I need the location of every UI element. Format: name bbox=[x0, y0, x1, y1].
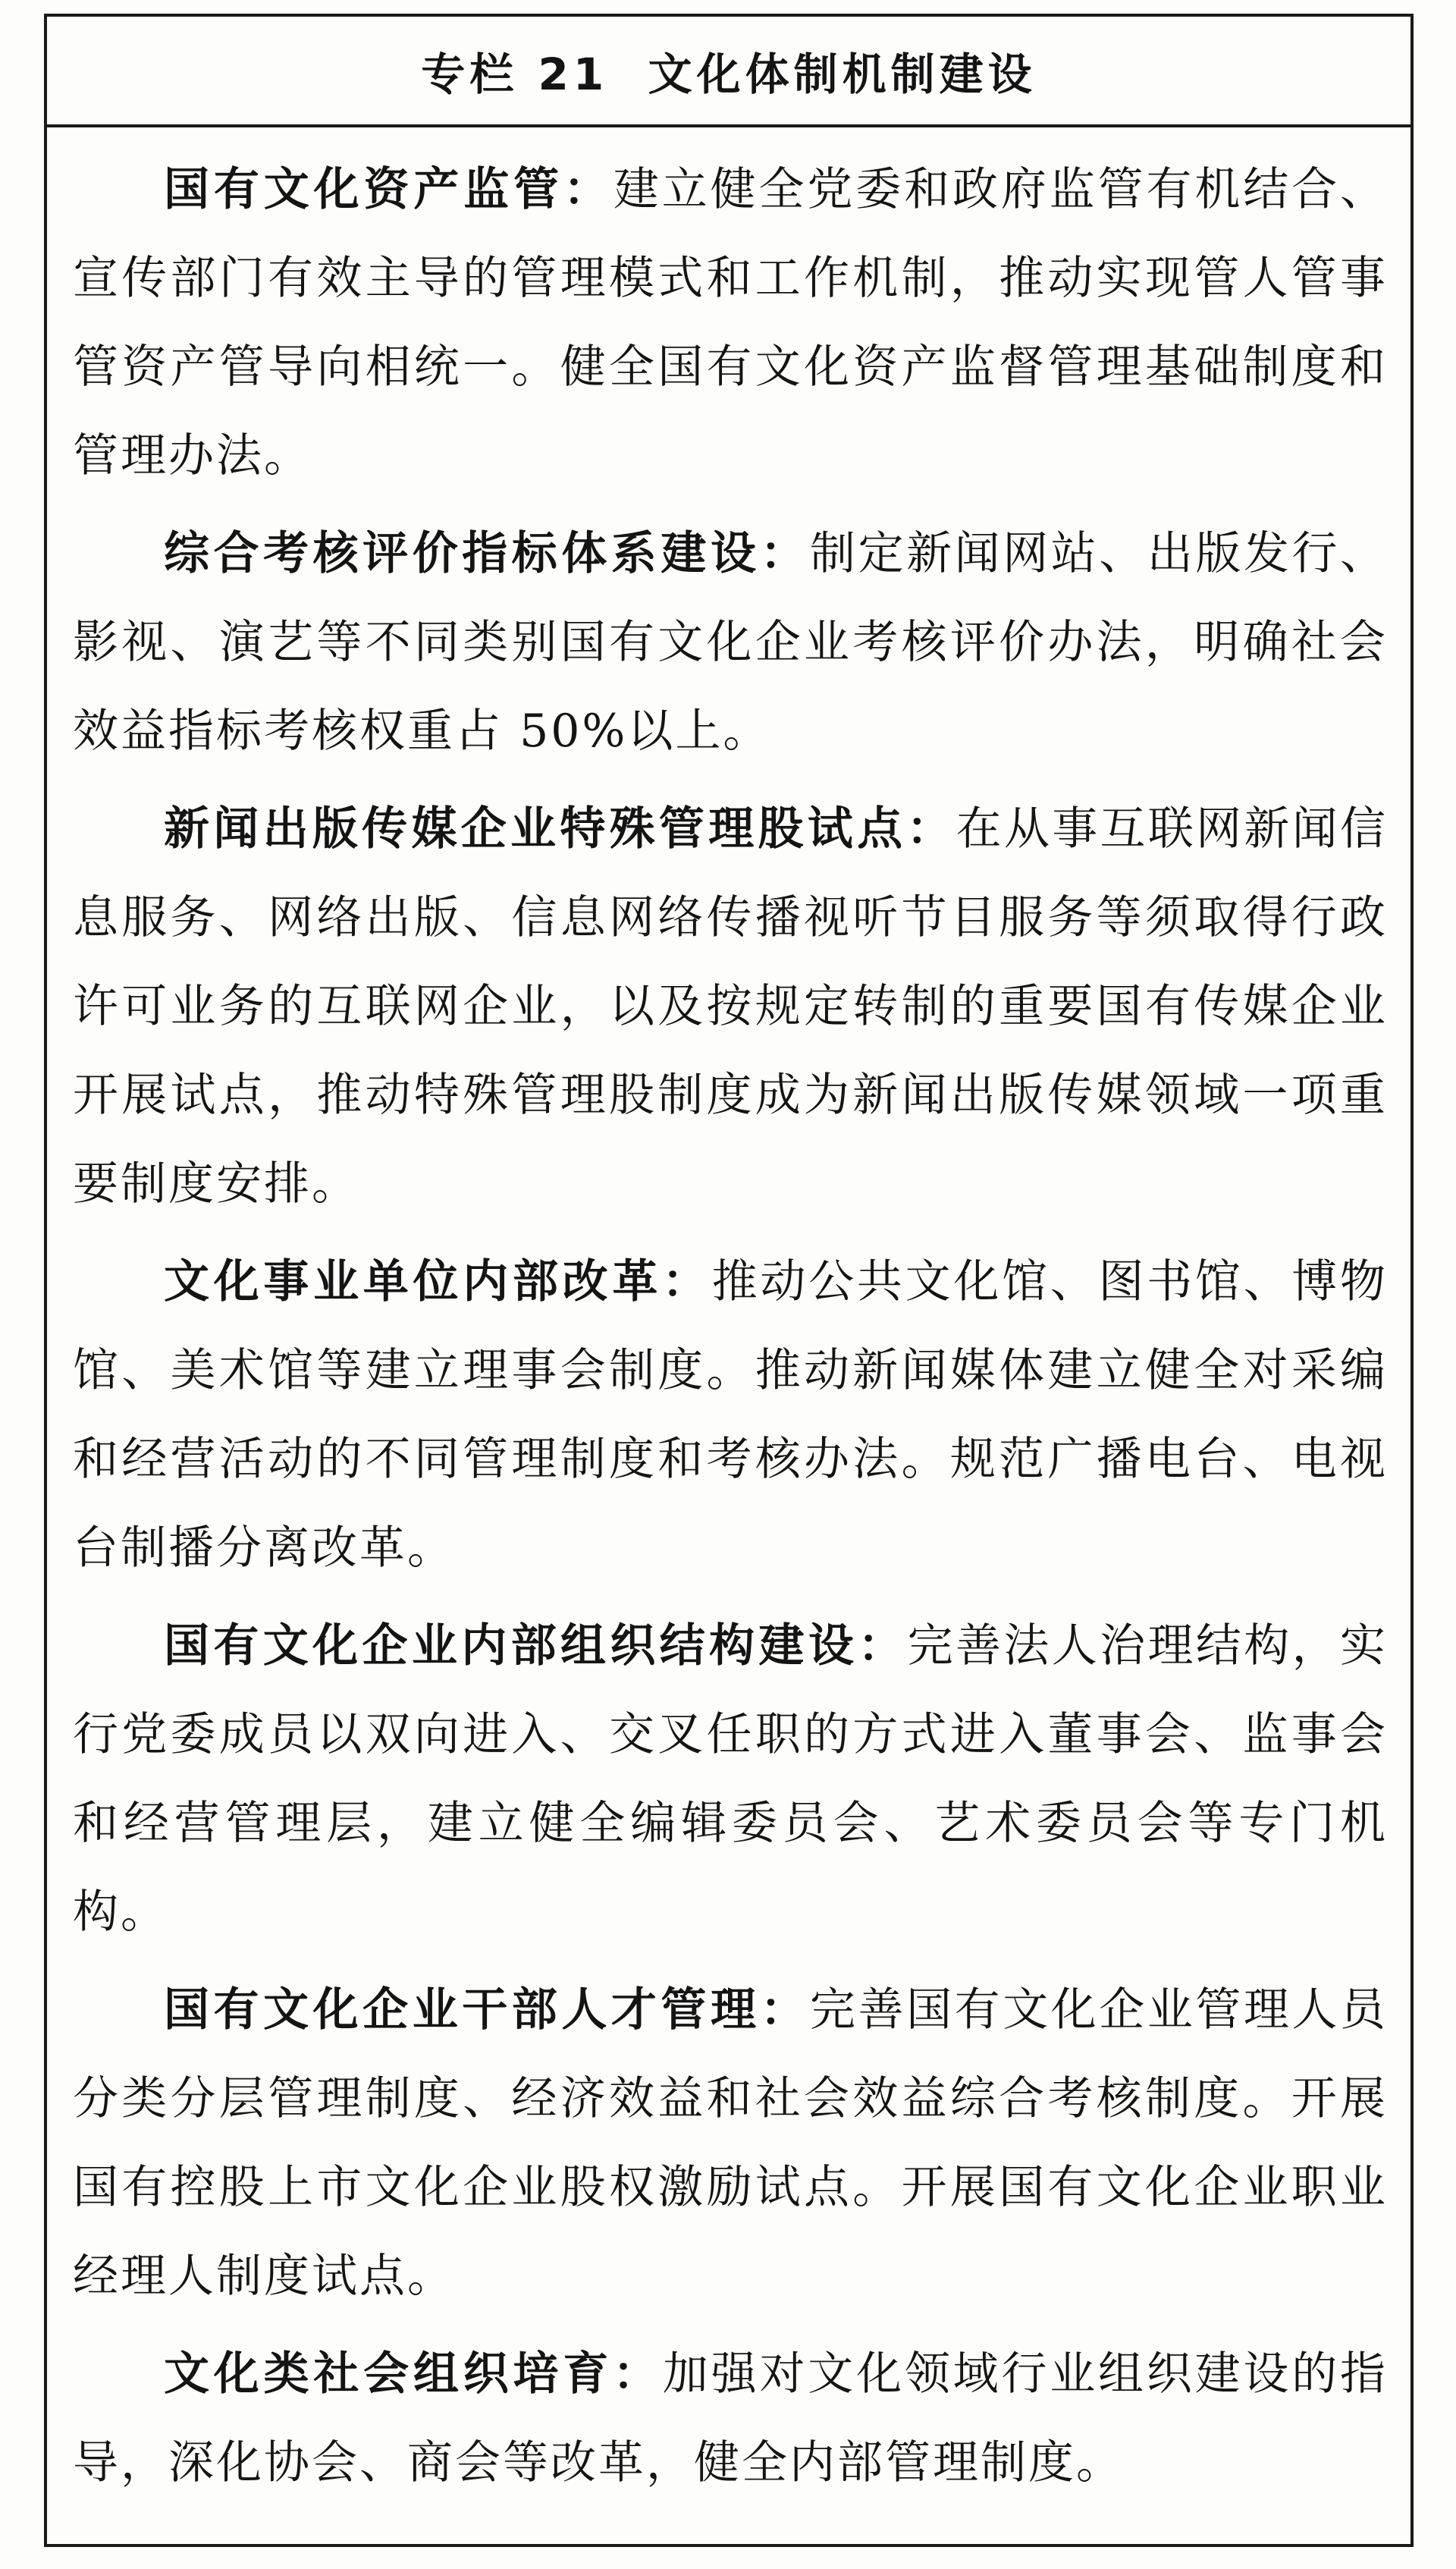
column-title: 专栏 21 文化体制机制建设 bbox=[421, 49, 1037, 100]
paragraph-special-share-pilot bbox=[73, 785, 1388, 1229]
paragraph-text: 完善国有文化企业管理人员分类分层管理制度、经济效益和社会效益综合考核制度。开展国有控股上市文化企业股权激励试点。开展国有文化企业职业经理人制度试点。 bbox=[73, 1983, 1389, 2303]
paragraph-lead: 国有文化企业干部人才管理： bbox=[164, 1983, 811, 2037]
paragraph-evaluation-system bbox=[73, 510, 1388, 776]
paragraph-text: 完善法人治理结构，实行党委成员以双向进入、交叉任职的方式进入董事会、监事会和经营管理层，建立健全编辑委员会、艺术委员会等专门机构。 bbox=[73, 1619, 1388, 1939]
paragraph-lead: 文化事业单位内部改革： bbox=[164, 1255, 712, 1308]
paragraph-lead: 综合考核评价指标体系建设： bbox=[164, 527, 811, 580]
paragraph-text: 制定新闻网站、出版发行、影视、演艺等不同类别国有文化企业考核评价办法，明确社会效益指标考核权重占 50%以上。 bbox=[73, 527, 1389, 758]
paragraph-public-institution-reform bbox=[73, 1238, 1388, 1593]
paragraph-lead: 文化类社会组织培育： bbox=[164, 2348, 663, 2401]
paragraph-text: 在从事互联网新闻信息服务、网络出版、信息网络传播视听节目服务等须取得行政许可业务的互联网企业，以及按规定转制的重要国有传媒企业开展试点，推动特殊管理股制度成为新闻出版传媒领域一项重要制度安排。 bbox=[73, 802, 1389, 1211]
paragraph-lead: 国有文化资产监管： bbox=[164, 163, 613, 216]
paragraph-text: 建立健全党委和政府监管有机结合、宣传部门有效主导的管理模式和工作机制，推动实现管人管事管资产管导向相统一。健全国有文化资产监督管理基础制度和管理办法。 bbox=[73, 163, 1388, 482]
column-body bbox=[73, 146, 1388, 2508]
paragraph-org-structure bbox=[73, 1602, 1388, 1957]
paragraph-lead: 国有文化企业内部组织结构建设： bbox=[164, 1619, 908, 1672]
column-box bbox=[44, 14, 1414, 2547]
paragraph-text: 推动公共文化馆、图书馆、博物馆、美术馆等建立理事会制度。推动新闻媒体建立健全对采编和经营活动的不同管理制度和考核办法。规范广播电台、电视台制播分离改革。 bbox=[73, 1255, 1389, 1575]
paragraph-social-organizations bbox=[73, 2330, 1388, 2508]
paragraph-lead: 新闻出版传媒企业特殊管理股试点： bbox=[164, 802, 956, 856]
paragraph-asset-supervision bbox=[73, 146, 1388, 501]
column-title-bar bbox=[47, 17, 1410, 127]
paragraph-text: 加强对文化领域行业组织建设的指导，深化协会、商会等改革，健全内部管理制度。 bbox=[73, 2348, 1389, 2489]
paragraph-talent-management bbox=[73, 1966, 1388, 2321]
